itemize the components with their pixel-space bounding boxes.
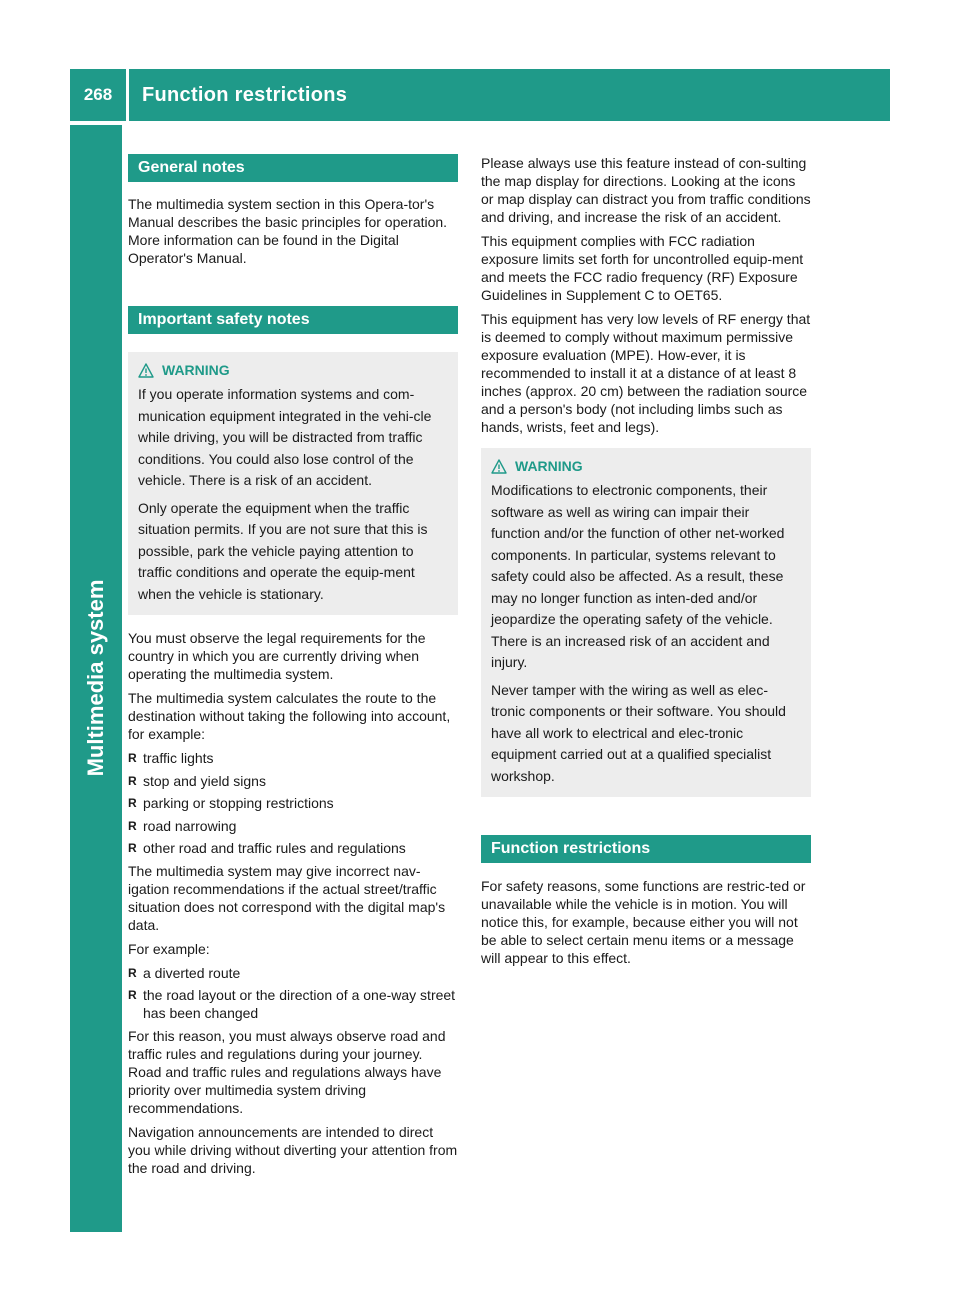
warning-box (481, 448, 811, 797)
page-header (70, 69, 890, 121)
warning-title-text: WARNING (515, 458, 583, 474)
general-notes-text: The multimedia system section in this Opera-tor's Manual describes the basic principles for operation. More information can be found in the Digital Operator's Manual. (128, 196, 448, 266)
list-item: R other road and traffic rules and regulations (128, 840, 406, 856)
warning-title (138, 360, 448, 380)
bullet-list (128, 964, 458, 1023)
body-paragraph: The multimedia system may give incorrect nav-igation recommendations if the actual street/traffic situation does not correspond with the digital map's data. (128, 862, 446, 933)
side-tab-label: Multimedia system (83, 579, 108, 777)
body-paragraph: The multimedia system calculates the route to the destination without taking the following into account, for example: (128, 690, 451, 742)
body-paragraph: Please always use this feature instead of con-sulting the map display for directions. Looking at the icons or map display can distract you from traffic conditions and driving, and increase the risk of an accident. (481, 155, 811, 225)
bullet-marker-icon: R (128, 965, 137, 980)
list-item: R stop and yield signs (128, 772, 266, 789)
bullet-marker-icon: R (128, 773, 137, 788)
warning-paragraph: Never tamper with the wiring as well as elec-tronic components or their software. You should have all work to electrical and elec-tronic equipment carried out at a qualified specialist workshop. (491, 681, 786, 784)
section-heading-general-notes: General notes (128, 154, 458, 182)
page-number: 268 (83, 85, 113, 104)
list-item: R traffic lights (128, 750, 214, 766)
bullet-marker-icon: R (128, 988, 137, 1002)
right-column (481, 154, 811, 973)
left-column (128, 154, 458, 1183)
header-divider (126, 69, 129, 121)
warning-paragraph: If you operate information systems and com-munication equipment integrated in the vehi-cle while driving, you will be distracted from traffic conditions. You could also lose control of the vehicle. There is a risk of an accident. (138, 386, 432, 488)
function-restrictions-text: For safety reasons, some functions are restric-ted or unavailable while the vehicle is in motion. You will notice this, for example, because either you will not be able to select certain menu items or a message will appear to this effect. (481, 878, 806, 966)
warning-box (128, 352, 458, 615)
header-title: Function restrictions (142, 83, 348, 106)
bullet-marker-icon: R (128, 751, 137, 765)
bullet-marker-icon: R (128, 818, 137, 833)
body-paragraph: This equipment has very low levels of RF energy that is deemed to comply without maximum permissive exposure evaluation (MPE). How-ever, it is recommended to install it at a distance of at least 8 inches (approx. 20 cm) between the radiation source and a person's body (not including limbs such as hands, wrists, feet and legs). (481, 311, 811, 435)
bullet-marker-icon: R (128, 841, 137, 855)
body-paragraph: This equipment complies with FCC radiation exposure limits set forth for uncontrolled equip-ment and meets the FCC radio frequency (RF) Exposure Guidelines in Supplement C to OET65. (481, 233, 804, 303)
body-paragraph: You must observe the legal requirements for the country in which you are currently driving when operating the multimedia system. (128, 630, 426, 682)
list-item: R a diverted route (128, 964, 241, 981)
warning-title (491, 456, 801, 476)
bullet-list (128, 749, 458, 857)
bullet-marker-icon: R (128, 796, 137, 810)
body-paragraph: For this reason, you must always observe road and traffic rules and regulations during your journey. Road and traffic rules and regulations always have priority over multimedia system driving recommendations. (128, 1027, 446, 1116)
body-paragraph: For example: (128, 940, 210, 957)
warning-triangle-icon (138, 363, 154, 378)
section-heading-function-restrictions: Function restrictions (481, 835, 811, 863)
list-item: R the road layout or the direction of a one-way street has been changed (128, 987, 456, 1021)
body-paragraph: Navigation announcements are intended to direct you while driving without diverting your attention from the road and driving. (128, 1123, 458, 1176)
list-item: R parking or stopping restrictions (128, 795, 334, 811)
list-item: R road narrowing (128, 817, 237, 834)
warning-paragraph: Only operate the equipment when the traffic situation permits. If you are not sure that this is possible, park the vehicle paying attention to traffic conditions and operate the equip-ment when the vehicle is stationary. (138, 499, 428, 602)
warning-title-text: WARNING (162, 362, 230, 378)
warning-triangle-icon (491, 459, 507, 474)
warning-paragraph: Modifications to electronic components, their software as well as wiring can impair their function and/or the function of other net-worked components. In particular, systems relevant to safety could also be affected. As a result, these may no longer function as inten-ded and/or jeopardize the operating safety of the vehicle. There is an increased risk of an accident and injury. (491, 482, 785, 670)
section-heading-safety-notes: Important safety notes (128, 306, 458, 334)
